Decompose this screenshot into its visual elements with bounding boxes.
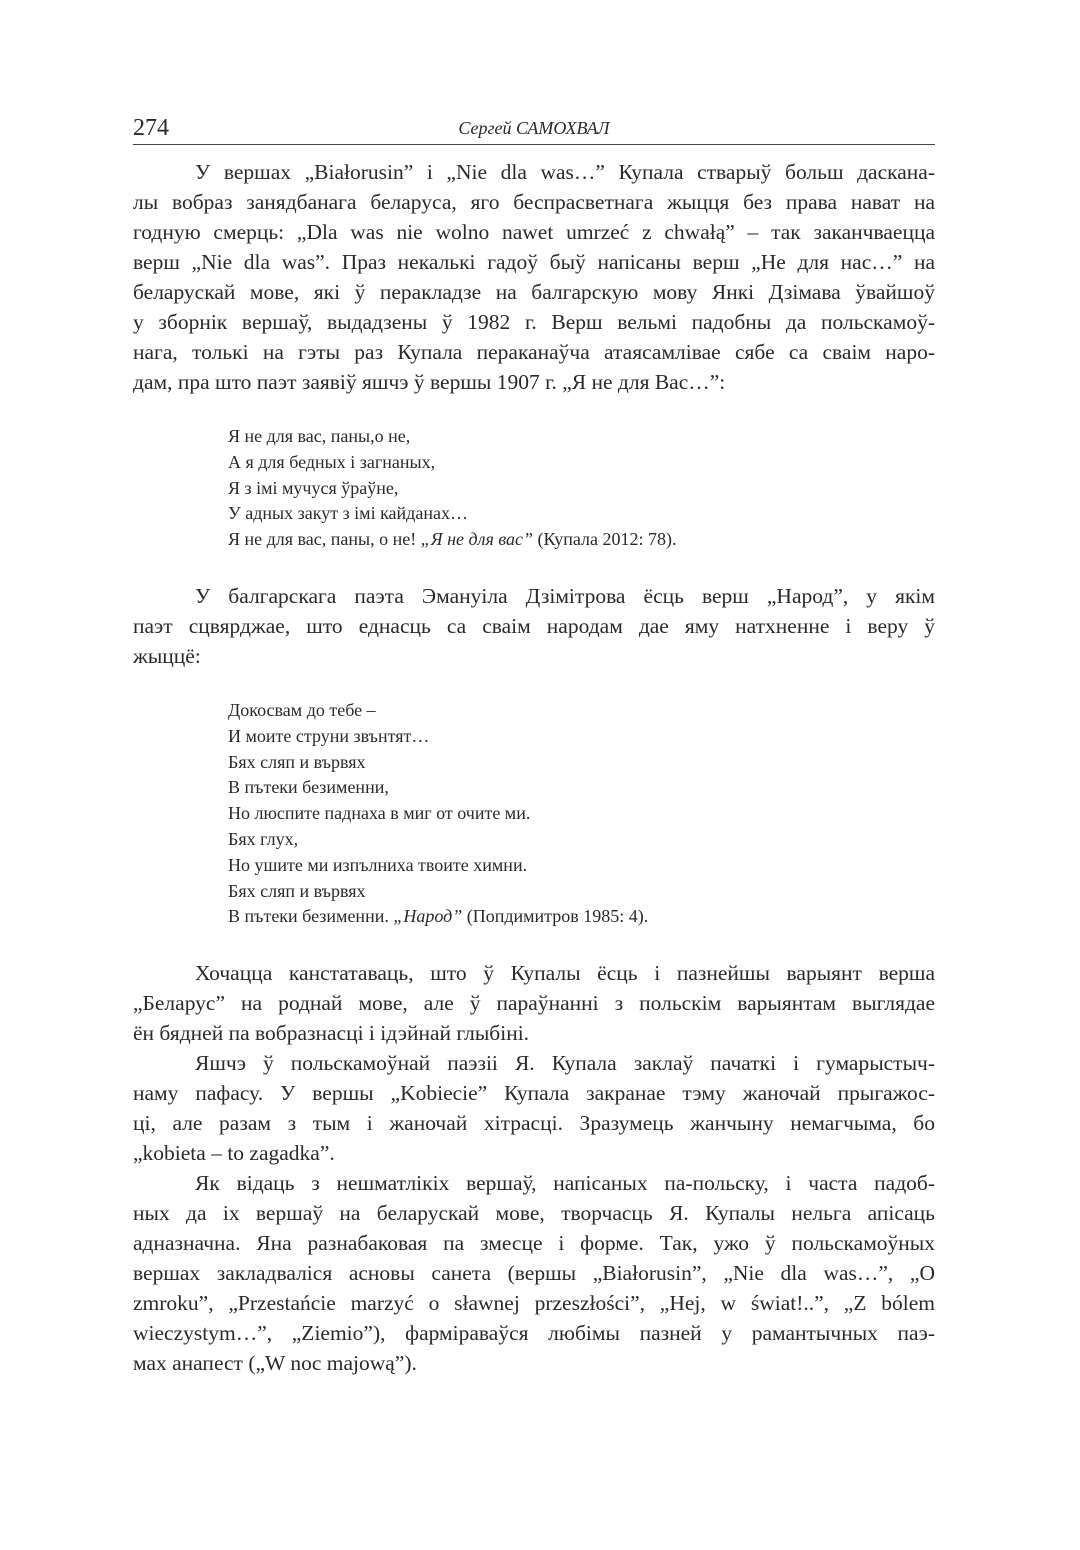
verse: Бях сляп и вървях <box>228 880 366 901</box>
text-line: мах анапест („W noc majową”). <box>133 1351 417 1376</box>
text-line: паэт сцвярджае, што еднасць са сваім народам дае яму натхненне і веру ў <box>133 613 935 638</box>
poem-title: „Народ” <box>393 906 463 927</box>
verse-with-citation <box>228 904 935 930</box>
text-line: дам, пра што паэт заявіў яшчэ ў вершы 1907 г. „Я не для Вас…”: <box>133 370 726 394</box>
verse: Докосвам до тебе – <box>228 699 376 720</box>
poem-title: „Я не для вас” <box>420 529 534 550</box>
text-line: Як відаць з нешматлікіх вершаў, напісаных па-польску, і часта падоб- <box>195 1171 935 1196</box>
body-text <box>133 157 935 1378</box>
verse: Бях сляп и вървях <box>228 751 366 772</box>
paragraph <box>133 157 935 397</box>
paragraph <box>133 1168 935 1378</box>
text-line: беларускай мове, які ў перакладзе на балгарскую мову Янкі Дзімава ўвайшоў <box>133 280 935 304</box>
paragraph <box>133 1048 935 1168</box>
paragraph <box>133 958 935 1048</box>
text-line: wieczystym…”, „Ziemio”), фарміраваўся любімы пазней у рамантычных паэ- <box>133 1321 935 1346</box>
text-line: „Беларус” на роднай мове, але ў параўнанні з польскім варыянтам выглядае <box>133 991 935 1016</box>
text-line: у зборнік вершаў, выдадзены ў 1982 г. Верш вельмі падобны да польскамоў- <box>133 310 935 334</box>
page-number: 274 <box>133 115 169 141</box>
text-line: адназначна. Яна разнабаковая па змесце і форме. Так, ужо ў польскамоўных <box>133 1231 935 1256</box>
poem-quote <box>228 424 935 553</box>
text-line: „kobieta – to zagadka”. <box>133 1141 335 1166</box>
running-head-author: Сергей САМОХВАЛ <box>458 118 610 138</box>
verse: Я не для вас, паны,о не, <box>228 426 411 446</box>
verse: А я для бедных і загнаных, <box>228 451 436 472</box>
verse: Бях глух, <box>228 828 299 849</box>
book-page <box>133 112 935 1378</box>
text-line: годную смерць: „Dla was nie wolno nawet umrzeć z chwałą” – так заканчваецца <box>133 220 935 244</box>
text-line: zmroku”, „Przestańcie marzyć o sławnej przeszłości”, „Hej, w świat!..”, „Z bólem <box>133 1291 935 1316</box>
text-line: У балгарскага паэта Эмануіла Дзімітрова ёсць верш „Народ”, у якім <box>195 583 935 608</box>
verse: Но люспите паднаха в миг от очите ми. <box>228 803 531 824</box>
verse: И моите струни звънтят… <box>228 725 430 746</box>
text-line: ён бядней па вобразнасці і ідэйнай глыбіні. <box>133 1021 530 1046</box>
verse: Я з імі мучуся ўраўне, <box>228 477 399 498</box>
poem-quote <box>228 698 935 930</box>
text-line: жыццё: <box>133 643 201 668</box>
running-head <box>133 112 935 145</box>
text-line: У вершах „Białorusin” і „Nie dla was…” Купала стварыў больш даскана- <box>195 160 935 184</box>
text-line: нага, толькі на гэты раз Купала пераканаўча атаясамлівае сябе са сваім наро- <box>133 340 935 364</box>
text-line: Яшчэ ў польскамоўнай паэзіі Я. Купала заклаў пачаткі і гумарыстыч- <box>195 1051 935 1076</box>
verse-with-citation <box>228 527 935 553</box>
verse: В пътеки безименни, <box>228 777 389 798</box>
text-line: ных да іх вершаў на беларускай мове, творчасць Я. Купалы нельга апісаць <box>133 1201 935 1226</box>
text-line: Хочацца канстатаваць, што ў Купалы ёсць і пазнейшы варыянт верша <box>195 961 935 986</box>
text-line: ці, але разам з тым і жаночай хітрасці. Зразумець жанчыну немагчыма, бо <box>133 1111 935 1136</box>
verse: У адных закут з імі кайданах… <box>228 503 468 524</box>
text-line: наму пафасу. У вершы „Kobiecie” Купала закранае тэму жаночай прыгажос- <box>133 1081 935 1106</box>
text-line: вершах закладваліся асновы санета (вершы „Białorusin”, „Nie dla was…”, „O <box>133 1261 935 1286</box>
text-line: лы вобраз занядбанага беларуса, яго беспрасветнага жыцця без права нават на <box>133 190 935 214</box>
citation: (Купала 2012: 78). <box>533 529 677 550</box>
verse-text: В пътеки безименни. <box>228 906 394 927</box>
verse: Но ушите ми изпълниха твоите химни. <box>228 854 528 875</box>
verse-text: Я не для вас, паны, о не! <box>228 529 421 550</box>
paragraph <box>133 581 935 671</box>
text-line: верш „Nie dla was”. Праз некалькі гадоў быў напісаны верш „Не для нас…” на <box>133 250 935 274</box>
citation: (Попдимитров 1985: 4). <box>462 906 649 927</box>
